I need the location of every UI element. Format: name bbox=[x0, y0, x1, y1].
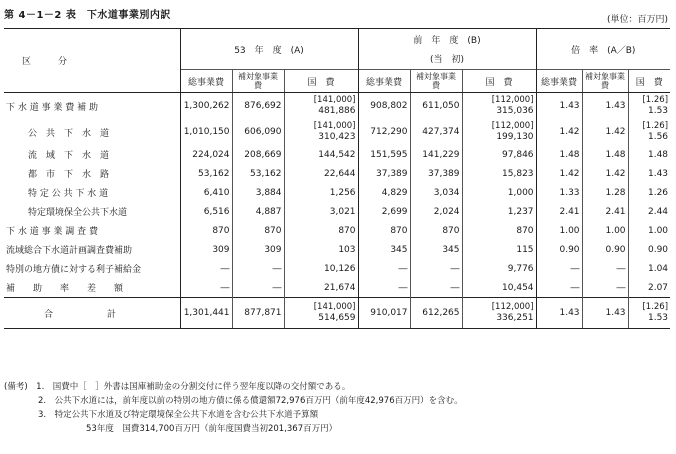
cell-r-total: 1.48 bbox=[536, 145, 582, 164]
cell-r-sub: 2.41 bbox=[582, 202, 628, 221]
table-row bbox=[4, 259, 670, 278]
cell-b-sub: ― bbox=[410, 259, 462, 278]
cell-b-sub: 870 bbox=[410, 221, 462, 240]
header-national-a: 国 費 bbox=[284, 70, 358, 93]
cell-r-nat: 0.90 bbox=[628, 240, 670, 259]
table-row bbox=[4, 240, 670, 259]
row-label: 特定環境保全公共下水道 bbox=[28, 208, 128, 218]
header-national-r: 国 費 bbox=[628, 70, 670, 93]
cell-b-sub: 37,389 bbox=[410, 164, 462, 183]
total-a-nat bbox=[284, 298, 358, 329]
cell-a-sub: 606,090 bbox=[232, 119, 284, 145]
cell-r-sub: 1.48 bbox=[582, 145, 628, 164]
total-r-sub: 1.43 bbox=[582, 298, 628, 329]
header-group-ratio: 倍 率 (A／B) bbox=[536, 29, 670, 70]
cell-b-sub: 611,050 bbox=[410, 93, 462, 120]
cell-b-nat: 1,237 bbox=[462, 202, 536, 221]
cell-a-sub: ― bbox=[232, 278, 284, 298]
row-label: 流 域 下 水 道 bbox=[28, 151, 110, 161]
total-b-nat-bracket: [112,000] bbox=[491, 302, 534, 312]
cell-a-total: 1,010,150 bbox=[180, 119, 232, 145]
cell-r-total: ― bbox=[536, 278, 582, 298]
cell-r-nat: 2.44 bbox=[628, 202, 670, 221]
cell-b-nat: 1,000 bbox=[462, 183, 536, 202]
cell-a-total: 224,024 bbox=[180, 145, 232, 164]
cell-r-total: 1.42 bbox=[536, 164, 582, 183]
total-row bbox=[4, 298, 670, 329]
cell-a-sub: 53,162 bbox=[232, 164, 284, 183]
cell-a-sub: 309 bbox=[232, 240, 284, 259]
cell-b-nat: 10,454 bbox=[462, 278, 536, 298]
cell-a-sub: ― bbox=[232, 259, 284, 278]
cell-r-total: 1.00 bbox=[536, 221, 582, 240]
row-label: 特 定 公 共 下 水 道 bbox=[28, 189, 109, 199]
cell-b-sub: 345 bbox=[410, 240, 462, 259]
cell-b-total: 908,802 bbox=[358, 93, 410, 120]
notes-label: (備考) bbox=[4, 382, 28, 392]
budget-table bbox=[4, 28, 670, 329]
cell-a-nat: 103 bbox=[284, 240, 358, 259]
table-row bbox=[4, 278, 670, 298]
cell-b-nat-bracket: [112,000] bbox=[491, 121, 534, 131]
row-label: 公 共 下 水 道 bbox=[28, 128, 110, 139]
cell-a-nat: 10,126 bbox=[284, 259, 358, 278]
note-4: 53年度 国費314,700百万円（前年度国費当初201,367百万円） bbox=[86, 424, 338, 434]
total-a-total: 1,301,441 bbox=[180, 298, 232, 329]
total-a-nat-value: 514,659 bbox=[318, 313, 356, 323]
cell-r-sub: 1.42 bbox=[582, 119, 628, 145]
cell-b-sub: 3,034 bbox=[410, 183, 462, 202]
cell-r-nat bbox=[628, 93, 670, 120]
cell-b-nat: 97,846 bbox=[462, 145, 536, 164]
cell-r-total: 2.41 bbox=[536, 202, 582, 221]
cell-r-sub: 1.28 bbox=[582, 183, 628, 202]
cell-a-sub: 876,692 bbox=[232, 93, 284, 120]
cell-r-nat-bracket: [1.26] bbox=[642, 95, 669, 105]
cell-a-total: ― bbox=[180, 278, 232, 298]
cell-a-sub: 4,887 bbox=[232, 202, 284, 221]
header-subsidy-a: 補対象事業費 bbox=[232, 70, 284, 93]
cell-a-nat: 870 bbox=[284, 221, 358, 240]
note-3: 3. 特定公共下水道及び特定環境保全公共下水道を含む公共下水道予算額 bbox=[38, 410, 319, 420]
cell-b-total: 2,699 bbox=[358, 202, 410, 221]
cell-r-sub: 0.90 bbox=[582, 240, 628, 259]
cell-r-nat: 1.43 bbox=[628, 164, 670, 183]
header-total-b: 総事業費 bbox=[358, 70, 410, 93]
row-label: 都 市 下 水 路 bbox=[28, 170, 110, 180]
cell-r-total: 0.90 bbox=[536, 240, 582, 259]
cell-b-nat: 15,823 bbox=[462, 164, 536, 183]
cell-a-sub: 3,884 bbox=[232, 183, 284, 202]
table-row bbox=[4, 183, 670, 202]
cell-r-nat-value: 1.53 bbox=[647, 106, 669, 116]
cell-r-nat: 2.07 bbox=[628, 278, 670, 298]
row-label: 下 水 道 事 業 費 補 助 bbox=[6, 102, 99, 113]
total-a-sub: 877,871 bbox=[232, 298, 284, 329]
cell-b-nat-value: 199,130 bbox=[496, 132, 534, 142]
cell-a-nat-value: 310,423 bbox=[318, 132, 356, 142]
unit-label: (単位：百万円) bbox=[606, 15, 668, 25]
cell-r-nat: 1.48 bbox=[628, 145, 670, 164]
table-row bbox=[4, 119, 670, 145]
cell-b-nat: 115 bbox=[462, 240, 536, 259]
cell-b-sub: 427,374 bbox=[410, 119, 462, 145]
cell-b-total: 870 bbox=[358, 221, 410, 240]
cell-b-sub: 141,229 bbox=[410, 145, 462, 164]
table-row bbox=[4, 145, 670, 164]
total-b-total: 910,017 bbox=[358, 298, 410, 329]
cell-r-sub: 1.43 bbox=[582, 93, 628, 120]
row-label: 補 助 率 差 額 bbox=[6, 284, 124, 294]
header-group-prev-line2: (当 初) bbox=[430, 55, 465, 65]
total-r-nat bbox=[628, 298, 670, 329]
cell-r-nat: 1.04 bbox=[628, 259, 670, 278]
total-r-total: 1.43 bbox=[536, 298, 582, 329]
cell-r-sub: ― bbox=[582, 259, 628, 278]
notes bbox=[4, 380, 463, 436]
cell-a-total: 6,516 bbox=[180, 202, 232, 221]
table-row bbox=[4, 202, 670, 221]
total-b-sub: 612,265 bbox=[410, 298, 462, 329]
cell-a-nat: 22,644 bbox=[284, 164, 358, 183]
header-subsidy-b: 補対象事業費 bbox=[410, 70, 462, 93]
cell-b-nat-bracket: [112,000] bbox=[491, 95, 534, 105]
cell-r-nat: 1.26 bbox=[628, 183, 670, 202]
cell-a-nat-bracket: [141,000] bbox=[313, 121, 356, 131]
total-a-nat-bracket: [141,000] bbox=[313, 302, 356, 312]
table-title: 第 4－1－2 表 下水道事業別内訳 bbox=[4, 10, 171, 21]
cell-r-sub: ― bbox=[582, 278, 628, 298]
header-group-prev-line1: 前 年 度 (B) bbox=[413, 36, 481, 46]
header-kubun: 区 分 bbox=[4, 29, 180, 93]
cell-b-total: 151,595 bbox=[358, 145, 410, 164]
note-2: 2. 公共下水道には，前年度以前の特別の地方債に係る償還額72,976百万円（前年度42,976百万円）を含む。 bbox=[38, 396, 463, 406]
total-r-nat-value: 1.53 bbox=[647, 313, 669, 323]
cell-a-nat: 144,542 bbox=[284, 145, 358, 164]
note-1-text: 1. 国費中［ ］外書は国庫補助金の分割交付に伴う翌年度以降の交付額である。 bbox=[36, 382, 351, 392]
cell-b-total: ― bbox=[358, 278, 410, 298]
header-national-b: 国 費 bbox=[462, 70, 536, 93]
cell-a-total: 309 bbox=[180, 240, 232, 259]
total-b-nat-value: 336,251 bbox=[496, 313, 534, 323]
cell-b-total: 712,290 bbox=[358, 119, 410, 145]
cell-r-nat bbox=[628, 119, 670, 145]
total-r-nat-bracket: [1.26] bbox=[642, 302, 669, 312]
cell-b-total: 345 bbox=[358, 240, 410, 259]
cell-a-nat: 3,021 bbox=[284, 202, 358, 221]
cell-b-total: 4,829 bbox=[358, 183, 410, 202]
cell-a-nat: 1,256 bbox=[284, 183, 358, 202]
cell-r-total: ― bbox=[536, 259, 582, 278]
header-total-r: 総事業費 bbox=[536, 70, 582, 93]
cell-a-nat: 21,674 bbox=[284, 278, 358, 298]
cell-b-nat: 9,776 bbox=[462, 259, 536, 278]
row-label: 特別の地方債に対する利子補給金 bbox=[6, 265, 142, 275]
cell-r-nat-bracket: [1.26] bbox=[642, 121, 669, 131]
cell-b-nat: 870 bbox=[462, 221, 536, 240]
cell-r-nat-value: 1.56 bbox=[647, 132, 669, 142]
cell-b-total: 37,389 bbox=[358, 164, 410, 183]
header-row-groups bbox=[4, 29, 670, 70]
cell-r-sub: 1.42 bbox=[582, 164, 628, 183]
cell-r-sub: 1.00 bbox=[582, 221, 628, 240]
cell-a-sub: 870 bbox=[232, 221, 284, 240]
total-b-nat bbox=[462, 298, 536, 329]
cell-b-nat-value: 315,036 bbox=[496, 106, 534, 116]
cell-b-sub: 2,024 bbox=[410, 202, 462, 221]
cell-a-nat bbox=[284, 93, 358, 120]
table-row bbox=[4, 93, 670, 120]
total-label: 合 計 bbox=[4, 298, 180, 329]
cell-a-total: 1,300,262 bbox=[180, 93, 232, 120]
cell-r-total: 1.42 bbox=[536, 119, 582, 145]
cell-a-total: 6,410 bbox=[180, 183, 232, 202]
cell-r-total: 1.33 bbox=[536, 183, 582, 202]
cell-a-total: 53,162 bbox=[180, 164, 232, 183]
cell-a-sub: 208,669 bbox=[232, 145, 284, 164]
cell-b-sub: ― bbox=[410, 278, 462, 298]
row-label: 下 水 道 事 業 調 査 費 bbox=[6, 227, 99, 237]
cell-a-nat-bracket: [141,000] bbox=[313, 95, 356, 105]
cell-a-nat bbox=[284, 119, 358, 145]
cell-a-total: 870 bbox=[180, 221, 232, 240]
header-group-53: 53 年 度 (A) bbox=[180, 29, 358, 70]
cell-r-nat: 1.00 bbox=[628, 221, 670, 240]
cell-b-nat bbox=[462, 93, 536, 120]
cell-r-total: 1.43 bbox=[536, 93, 582, 120]
table-row bbox=[4, 164, 670, 183]
note-1 bbox=[4, 380, 463, 394]
cell-a-nat-value: 481,886 bbox=[318, 106, 356, 116]
header-subsidy-r: 補対象事業費 bbox=[582, 70, 628, 93]
cell-b-nat bbox=[462, 119, 536, 145]
cell-b-total: ― bbox=[358, 259, 410, 278]
row-label: 流域総合下水道計画調査費補助 bbox=[6, 246, 133, 256]
table-row bbox=[4, 221, 670, 240]
header-group-prev bbox=[358, 29, 536, 70]
header-total-a: 総事業費 bbox=[180, 70, 232, 93]
cell-a-total: ― bbox=[180, 259, 232, 278]
